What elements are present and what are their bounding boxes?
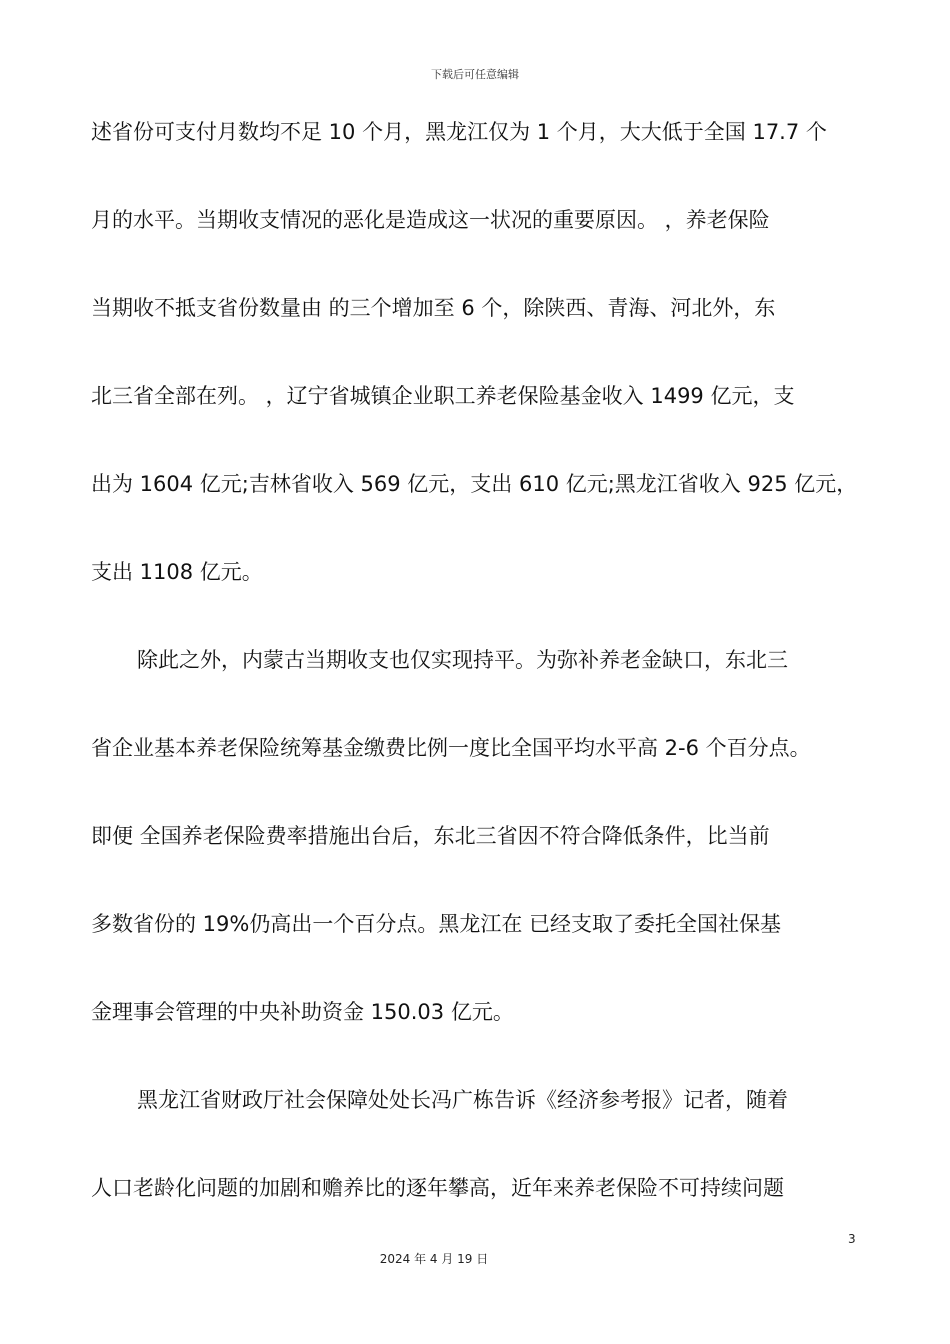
text-line: 黑龙江省财政厅社会保障处处长冯广栋告诉《经济参考报》记者，随着 <box>137 1088 788 1112</box>
text-line: 即便 全国养老保险费率措施出台后，东北三省因不符合降低条件，比当前 <box>91 824 770 848</box>
text-line: 多数省份的 19%仍高出一个百分点。黑龙江在 已经支取了委托全国社保基 <box>91 912 782 936</box>
text-line: 金理事会管理的中央补助资金 150.03 亿元。 <box>91 1000 514 1024</box>
paragraph-1 <box>91 110 867 638</box>
text-line: 支出 1108 亿元。 <box>91 560 263 584</box>
text-line: 省企业基本养老保险统筹基金缴费比例一度比全国平均水平高 2-6 个百分点。 <box>91 736 811 760</box>
text-line: 人口老龄化问题的加剧和赡养比的逐年攀高，近年来养老保险不可持续问题 <box>91 1176 784 1200</box>
text-line: 当期收不抵支省份数量由 的三个增加至 6 个，除陕西、青海、河北外，东 <box>91 296 776 320</box>
text-line: 月的水平。当期收支情况的恶化是造成这一状况的重要原因。 ，养老保险 <box>91 208 770 232</box>
text-line: 除此之外，内蒙古当期收支也仅实现持平。为弥补养老金缺口，东北三 <box>137 648 788 672</box>
paragraph-2 <box>91 638 867 1078</box>
page-number: 3 <box>848 1232 856 1246</box>
body-text <box>91 110 867 1254</box>
page-header: 下载后可任意编辑 <box>431 68 519 81</box>
page-date: 2024 年 4 月 19 日 <box>379 1252 489 1266</box>
text-line: 北三省全部在列。 ，辽宁省城镇企业职工养老保险基金收入 1499 亿元，支 <box>91 384 795 408</box>
text-line: 出为 1604 亿元;吉林省收入 569 亿元，支出 610 亿元;黑龙江省收入 925 亿元， <box>91 472 858 496</box>
paragraph-3 <box>91 1078 867 1254</box>
text-line: 述省份可支付月数均不足 10 个月，黑龙江仅为 1 个月，大大低于全国 17.7 个 <box>91 120 827 144</box>
